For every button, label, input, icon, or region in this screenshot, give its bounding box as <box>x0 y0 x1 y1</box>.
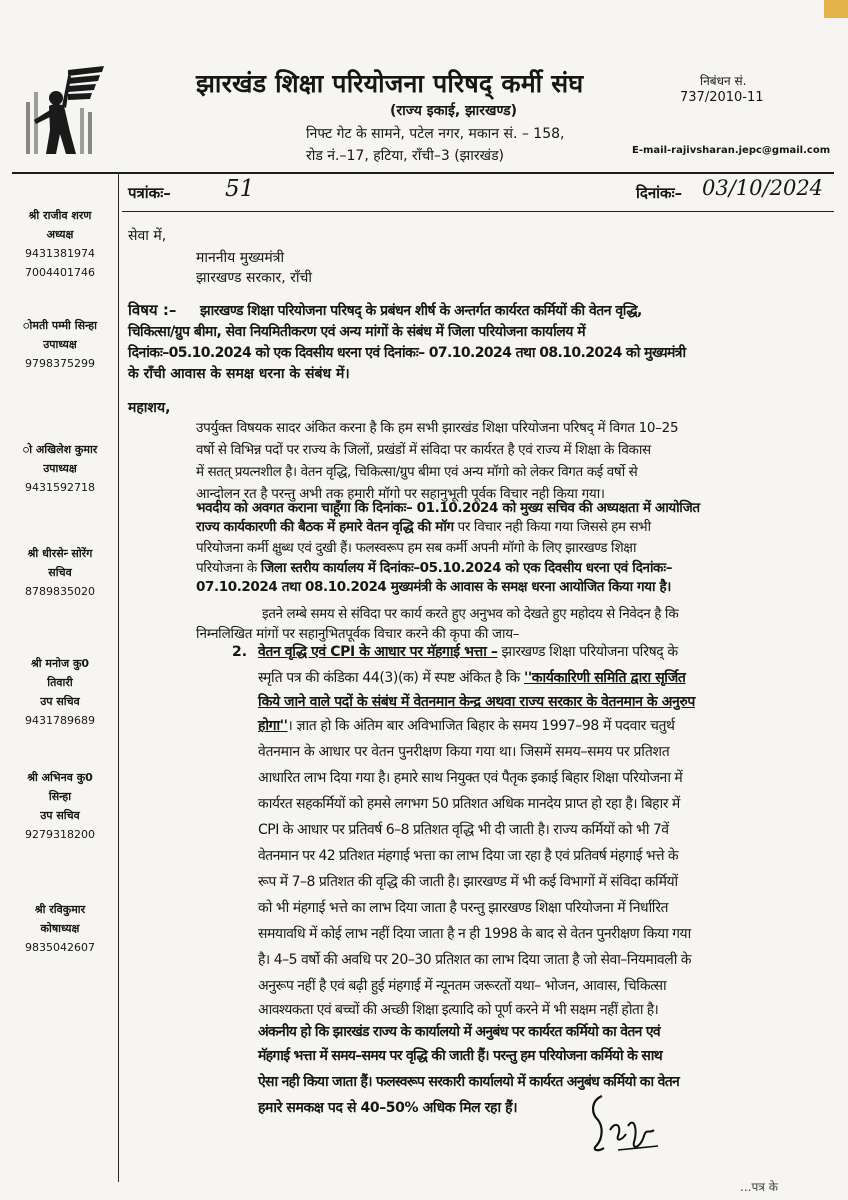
quote-text: होगा'' <box>258 718 288 734</box>
sidebar-member <box>4 440 116 497</box>
para2-line: परियोजना कर्मी क्षुब्ध एवं दुखी हैं। फलस्वरूप हम सब कर्मी अपनी मॉगो के लिए झारखण्ड शिक्षा <box>196 540 637 556</box>
body-line: रूप में 7–8 प्रतिशत की वृद्धि की जाती है। झारखण्ड में भी कई विभागों में संविदा कर्मियों <box>258 874 678 890</box>
point-text: स्मृति पत्र की कंडिका 44(3)(क) में स्पष्ट अंकित है कि <box>258 670 524 686</box>
point-title: वेतन वृद्धि एवं CPI के आधार पर मॅहगाई भत्ता – <box>258 644 498 660</box>
point-number: 2. <box>232 644 248 660</box>
member-role: उप सचिव <box>40 809 80 822</box>
member-phone: 8789835020 <box>25 585 95 598</box>
union-logo-icon <box>16 62 112 158</box>
para2-line <box>196 558 672 576</box>
member-phone: 9798375299 <box>25 357 95 370</box>
member-role: कोषाध्यक्ष <box>40 922 80 935</box>
member-name: श्री धीरसेन्‍ सोरेंग <box>27 547 93 560</box>
para1-line: उपर्युक्त विषयक सादर अंकित करना है कि हम सभी झारखंड शिक्षा परियोजना परिषद् में विगत 10–25 <box>196 420 679 436</box>
to-label: सेवा में, <box>128 228 167 244</box>
subject-line: के राँची आवास के समक्ष धरना के संबंध में। <box>128 366 350 382</box>
member-role: अध्यक्ष <box>46 228 74 241</box>
member-name: श्री अभिनव कु0 <box>27 771 93 784</box>
email-address: E-mail-rajivsharan.jepc@gmail.com <box>632 145 831 156</box>
point-text: झारखण्ड शिक्षा परियोजना परिषद् के <box>497 644 678 660</box>
sidebar-member <box>4 900 116 957</box>
page-continuation: ...पत्र के <box>740 1180 778 1194</box>
para2-line: भवदीय को अवगत कराना चाहूँगा कि दिनांकः– 01.10.2024 को मुख्य सचिव की अध्यक्षता में आयोजित <box>196 500 700 516</box>
point-first-line <box>258 642 678 661</box>
salutation: महाशय, <box>128 400 171 416</box>
sidebar-member <box>4 206 116 282</box>
member-phone: 7004401746 <box>25 266 95 279</box>
member-name: श्री राजीव शरण <box>28 209 92 222</box>
date-label: दिनांकः– <box>636 184 683 202</box>
header-divider <box>12 172 834 174</box>
subject-label: विषय :– <box>128 301 177 319</box>
para2-text: पर विचार नही किया गया जिससे हम सभी <box>453 519 651 535</box>
recipient-line-1: माननीय मुख्यमंत्री <box>196 250 285 266</box>
body-line: कार्यरत सहकर्मियों को हमसे लगभग 50 प्रतिशत अधिक मानदेय प्राप्त हो रहा है। बिहार में <box>258 796 680 812</box>
bold-line: अंकनीय हो कि झारखंड राज्य के कार्यालयो में अनुबंध पर कार्यरत कर्मियो का वेतन एवं <box>258 1024 660 1040</box>
member-name: ोमती पम्मी सिन्हा <box>23 319 97 332</box>
member-name: ो अखिलेश कुमार <box>22 443 98 456</box>
sidebar-divider <box>118 172 119 1182</box>
signature-icon <box>588 1090 664 1156</box>
para2-line <box>196 517 651 535</box>
sidebar-member <box>4 654 116 730</box>
bold-line: हमारे समकक्ष पद से 40–50% अधिक मिल रहा हैं। <box>258 1100 518 1116</box>
para1-line: में सतत् प्रयत्नशील है। वेतन वृद्धि, चिकित्सा/ग्रुप बीमा एवं अन्य मॉगो को लेकर विगत कई वर्षो से <box>196 464 638 480</box>
member-role: उप सचिव <box>40 695 80 708</box>
member-role: सचिव <box>48 566 72 579</box>
para2-bold-text: राज्य कार्यकारणी की बैठक में हमारे वेतन वृद्धि की मॉग <box>196 519 454 535</box>
body-line: समयावधि में कोई लाभ नहीं दिया जाता है न ही 1998 के बाद से वेतन पुनरीक्षण किया गया <box>258 926 691 942</box>
address-line-1: निफ्ट गेट के सामने, पटेल नगर, मकान सं. – 158, <box>306 126 565 142</box>
member-role: उपाध्यक्ष <box>43 338 77 351</box>
member-phone: 9431592718 <box>25 481 95 494</box>
body-line: CPI के आधार पर प्रतिवर्ष 6–8 प्रतिशत वृद्धि भी दी जाती है। राज्य कर्मियों को भी 7वें <box>258 822 669 838</box>
member-name: श्री मनोज कु0 <box>30 657 90 670</box>
corner-tab <box>824 0 848 18</box>
sidebar-member <box>4 544 116 601</box>
body-line: अनुरूप नहीं है एवं बढ़ी हुई मंहगाई में न्यूनतम जरूरतों यथा– भोजन, आवास, चिकित्सा <box>258 978 667 994</box>
body-line: वेतनमान के आधार पर वेतन पुनरीक्षण किया गया था। जिसमें समय–समय पर प्रतिशत <box>258 744 670 760</box>
org-unit: (राज्य इकाई, झारखण्ड) <box>390 103 517 119</box>
member-phone: 9431789689 <box>25 714 95 727</box>
subject-line: चिकित्सा/ग्रुप बीमा, सेवा नियमितीकरण एवं अन्य मांगों के संबंध में जिला परियोजना कार्यालय में <box>128 324 586 340</box>
member-name-2: सिन्हा <box>48 790 72 803</box>
bold-line: ऐसा नही किया जाता हैं। फलस्वरूप सरकारी कार्यालयो में कार्यरत अनुबंध कर्मियो का वेतन <box>258 1074 680 1090</box>
member-phone: 9431381974 <box>25 247 95 260</box>
para2-bold-text: जिला स्तरीय कार्यालय में दिनांकः–05.10.2024 को एक दिवसीय धरना एवं दिनांकः– <box>260 560 673 576</box>
subject-line: झारखण्ड शिक्षा परियोजना परिषद् के प्रबंधन शीर्ष के अन्तर्गत कार्यरत कर्मियों की वेतन वृद्धि, <box>200 303 642 319</box>
subject-line: दिनांकः–05.10.2024 को एक दिवसीय धरना एवं दिनांकः– 07.10.2024 तथा 08.10.2024 को मुख्यमंत्री <box>128 345 686 361</box>
para2-line: 07.10.2024 तथा 08.10.2024 मुख्यमंत्री के आवास के समक्ष धरना आयोजित किया गया है। <box>196 579 671 595</box>
quote-text: ''कार्यकारिणी समिति द्वारा सृर्जित <box>523 670 686 686</box>
member-phone: 9279318200 <box>25 828 95 841</box>
member-role: उपाध्यक्ष <box>43 462 77 475</box>
para3-line: इतने लम्बे समय से संविदा पर कार्य करते हुए अनुभव को देखते हुए महोदय से निवेदन है कि <box>262 606 679 622</box>
member-phone: 9835042607 <box>25 941 95 954</box>
body-line: को भी मंहगाई भत्ते का लाभ दिया जाता है परन्तु झारखण्ड शिक्षा परियोजना में निर्धारित <box>258 900 669 916</box>
recipient-line-2: झारखण्ड सरकार, राँची <box>196 270 313 286</box>
point-quote-end-line <box>258 716 675 735</box>
para1-line: आन्दोलन रत है परन्तु अभी तक हमारी मॉगो पर सहानुभूती पूर्वक विचार नही किया गया। <box>196 486 605 502</box>
para3-line: निम्नलिखित मांगों पर सहानुभितपूर्वक विचार करने की कृपा की जाय– <box>196 626 520 642</box>
date-value: 03/10/2024 <box>702 176 824 200</box>
reference-number: 51 <box>225 176 255 202</box>
body-line: आवश्यकता एवं बच्चों की अच्छी शिक्षा इत्यादि को पूर्ण करने में भी सक्षम नहीं होता है। <box>258 1002 659 1018</box>
registration-label: निबंधन सं. <box>700 74 747 88</box>
member-name: श्री रविकुमार <box>34 903 86 916</box>
bold-line: मॅहगाई भत्ता में समय–समय पर वृद्धि की जाती हैं। परन्तु हम परियोजना कर्मियो के साथ <box>258 1048 662 1064</box>
body-line: आधारित लाभ दिया गया है। हमारे साथ नियुक्त एवं पैतृक इकाई बिहार शिक्षा परियोजना में <box>258 770 683 786</box>
sidebar-member <box>4 316 116 373</box>
body-line: वेतनमान पर 42 प्रतिशत मंहगाई भत्ता का लाभ दिया जा रहा है एवं प्रतिवर्ष मंहगाई भत्ते के <box>258 848 679 864</box>
org-name: झारखंड शिक्षा परियोजना परिषद् कर्मी संघ <box>196 69 584 98</box>
reference-label: पत्रांकः– <box>128 184 171 202</box>
reference-divider <box>122 211 834 212</box>
para2-text: परियोजना के <box>196 560 261 576</box>
quote-text: किये जाने वाले पदों के संबंध में वेतनमान केन्द्र अथवा राज्य सरकार के वेतनमान के अनुरुप <box>258 694 695 710</box>
sidebar-member <box>4 768 116 844</box>
point-quote-line <box>258 668 686 687</box>
registration-number: 737/2010-11 <box>680 90 764 105</box>
para1-line: वर्षो से विभिन्न पदों पर राज्य के जिलों, प्रखंडों में संविदा पर कार्यरत है एवं राज्य में शिक्षा के विकास <box>196 442 651 458</box>
address-line-2: रोड नं.–17, हटिया, राँची–3 (झारखंड) <box>306 148 505 164</box>
point-text: । ज्ञात हो कि अंतिम बार अविभाजित बिहार के समय 1997–98 में पदवार चतुर्थ <box>287 718 675 734</box>
body-line: है। 4–5 वर्षो की अवधि पर 20–30 प्रतिशत का लाभ दिया जाता है जो सेवा–नियमावली के <box>258 952 692 968</box>
member-name-2: तिवारी <box>47 676 73 689</box>
